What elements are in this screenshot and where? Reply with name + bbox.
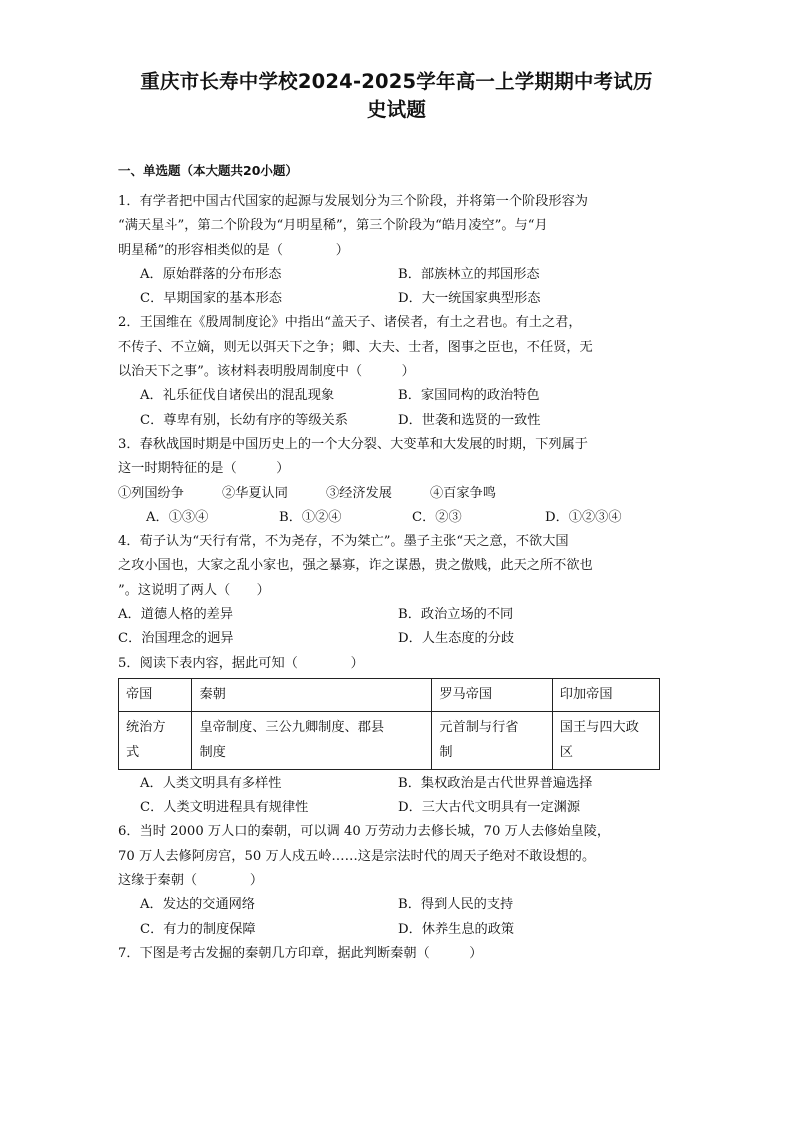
- table-cell: [432, 712, 552, 770]
- cell-line: 制: [439, 744, 453, 760]
- table-header-cell: 帝国: [119, 678, 192, 711]
- option-c[interactable]: C．尊卑有别，长幼有序的等级关系: [140, 412, 348, 428]
- table-header-cell: 秦朝: [192, 678, 432, 711]
- question-3: [118, 433, 678, 530]
- question-5: [118, 652, 678, 821]
- option-a[interactable]: A．①③④: [146, 509, 209, 525]
- question-text-line: ”。这说明了两人（ ）: [118, 582, 270, 598]
- cell-line: 皇帝制度、三公九卿制度、郡县: [199, 720, 385, 736]
- table-header-row: [119, 678, 660, 711]
- cell-line: 统治方: [126, 720, 166, 736]
- table-row: [119, 712, 660, 770]
- statement-list: [118, 482, 678, 506]
- question-list: [118, 190, 678, 966]
- question-text-line: 7．下图是考古发掘的秦朝几方印章，据此判断秦朝（ ）: [118, 945, 483, 961]
- option-c[interactable]: C．治国理念的迥异: [118, 631, 234, 647]
- option-b[interactable]: B．①②④: [279, 509, 342, 525]
- question-text-line: 2．王国维在《殷周制度论》中指出“盖天子、诸侯者，有土之君也。有土之君，: [118, 315, 582, 331]
- option-c[interactable]: C．人类文明进程具有规律性: [140, 800, 309, 816]
- option-a[interactable]: A．礼乐征伐自诸侯出的混乱现象: [140, 388, 335, 404]
- option-d[interactable]: D．人生态度的分歧: [398, 631, 515, 647]
- cell-line: 制度: [199, 744, 226, 760]
- question-4: [118, 530, 678, 651]
- cell-line: 元首制与行省: [439, 720, 519, 736]
- cell-line: 区: [559, 744, 573, 760]
- option-c[interactable]: C．②③: [412, 509, 462, 525]
- option-a[interactable]: A．原始群落的分布形态: [140, 266, 282, 282]
- question-text-line: 70 万人去修阿房宫，50 万人戍五岭……这是宗法时代的周天子绝对不敢设想的。: [118, 848, 596, 864]
- table-cell: [192, 712, 432, 770]
- question-text-line: 这一时期特征的是（ ）: [118, 461, 290, 477]
- option-a[interactable]: A．发达的交通网络: [140, 897, 256, 913]
- table-cell: [552, 712, 659, 770]
- cell-line: 式: [126, 744, 140, 760]
- question-text-line: “满天星斗”，第二个阶段为“月明星稀”，第三个阶段为“皓月凌空”。与“月: [118, 218, 548, 234]
- option-b[interactable]: B．家国同构的政治特色: [398, 388, 540, 404]
- option-d[interactable]: D．①②③④: [545, 509, 622, 525]
- option-b[interactable]: B．政治立场的不同: [398, 607, 514, 623]
- cell-line: 国王与四大政: [559, 720, 639, 736]
- question-1: [118, 190, 678, 311]
- option-c[interactable]: C．有力的制度保障: [140, 921, 256, 937]
- statement-item: ③经济发展: [326, 485, 392, 501]
- question-text-line: 4．荀子认为“天行有常，不为尧存，不为桀亡”。墨子主张“天之意，不欲大国: [118, 534, 569, 550]
- table-header-cell: 罗马帝国: [432, 678, 552, 711]
- option-b[interactable]: B．部族林立的邦国形态: [398, 266, 540, 282]
- question-text-line: 1．有学者把中国古代国家的起源与发展划分为三个阶段，并将第一个阶段形容为: [118, 194, 588, 209]
- question-text-line: 这缘于秦朝（ ）: [118, 873, 264, 889]
- option-d[interactable]: D．大一统国家典型形态: [398, 291, 541, 307]
- option-d[interactable]: D．休养生息的政策: [398, 921, 515, 937]
- table-header-cell: 印加帝国: [552, 678, 659, 711]
- section-header: 一、单选题（本大题共20小题）: [118, 163, 298, 178]
- question-text-line: 明星稀”的形容相类似的是（ ）: [118, 242, 349, 258]
- title-line-1: 重庆市长寿中学校2024-2025学年高一上学期期中考试历: [140, 70, 653, 93]
- question-text-line: 5．阅读下表内容，据此可知（ ）: [118, 655, 364, 671]
- question-text-line: 不传子、不立嫡，则无以弭天下之争；卿、大夫、士者，图事之臣也，不任贤，无: [118, 339, 593, 355]
- question-7: [118, 942, 678, 966]
- statement-item: ①列国纷争: [118, 485, 184, 501]
- option-d[interactable]: D．世袭和选贤的一致性: [398, 412, 541, 428]
- question-2: [118, 311, 678, 432]
- statement-item: ②华夏认同: [222, 485, 288, 501]
- page-title: [90, 68, 703, 124]
- option-d[interactable]: D．三大古代文明具有一定渊源: [398, 800, 581, 816]
- option-a[interactable]: A．人类文明具有多样性: [140, 775, 282, 791]
- question-text-line: 3．春秋战国时期是中国历史上的一个大分裂、大变革和大发展的时期，下列属于: [118, 436, 588, 452]
- option-c[interactable]: C．早期国家的基本形态: [140, 291, 282, 307]
- title-line-2: 史试题: [366, 98, 427, 121]
- table-cell: [119, 712, 192, 770]
- comparison-table: [118, 678, 660, 770]
- question-text-line: 以治天下之事”。该材料表明殷周制度中（ ）: [118, 364, 415, 380]
- question-6: [118, 820, 678, 941]
- option-a[interactable]: A．道德人格的差异: [118, 607, 234, 623]
- question-text-line: 之攻小国也，大家之乱小家也，强之暴寡，诈之谋愚，贵之傲贱，此天之所不欲也: [118, 558, 593, 574]
- question-text-line: 6．当时 2000 万人口的秦朝，可以调 40 万劳动力去修长城，70 万人去修始皇陵，: [118, 824, 611, 840]
- statement-item: ④百家争鸣: [430, 485, 496, 501]
- option-b[interactable]: B．集权政治是古代世界普遍选择: [398, 775, 593, 791]
- option-b[interactable]: B．得到人民的支持: [398, 897, 514, 913]
